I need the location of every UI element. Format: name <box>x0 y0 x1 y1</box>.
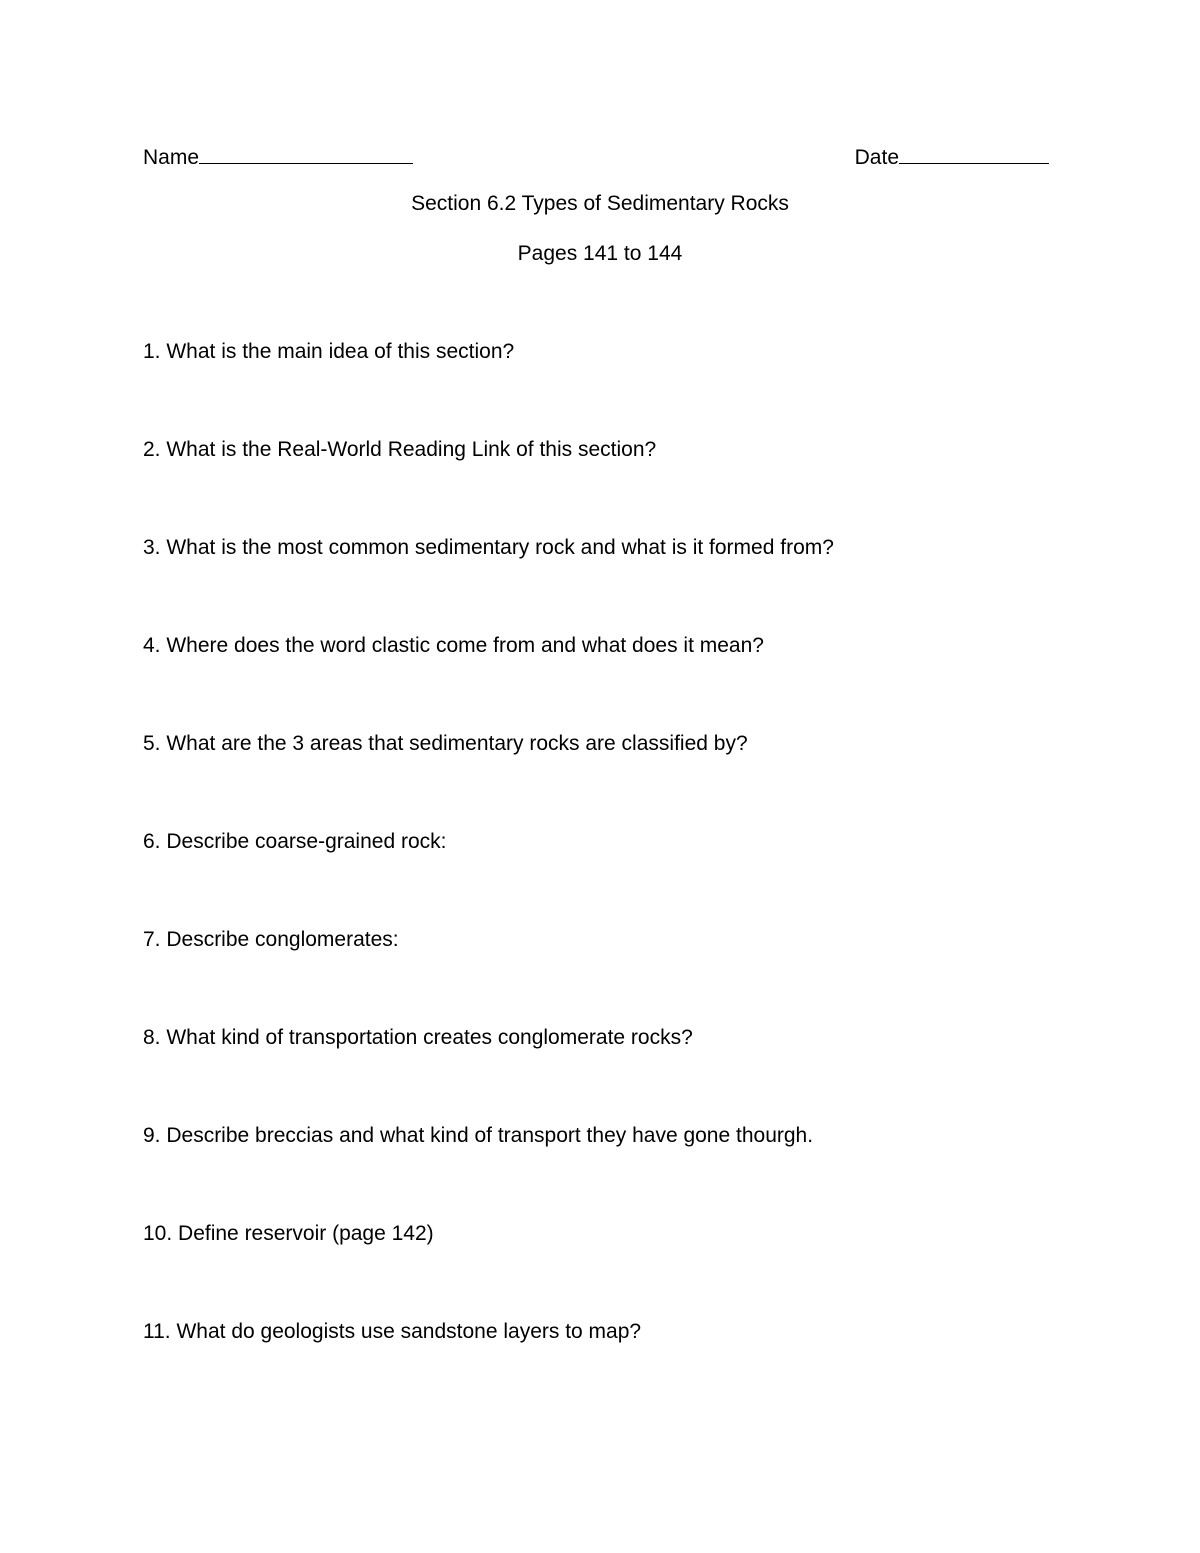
name-blank[interactable] <box>199 143 413 164</box>
name-label: Name <box>143 146 200 169</box>
name-field[interactable] <box>143 143 413 170</box>
question-item: 4. Where does the word clastic come from and what does it mean? <box>143 634 764 657</box>
question-item: 3. What is the most common sedimentary rock and what is it formed from? <box>143 536 834 559</box>
question-item: 2. What is the Real-World Reading Link of this section? <box>143 438 657 461</box>
pages-subtitle: Pages 141 to 144 <box>517 242 683 265</box>
section-title: Section 6.2 Types of Sedimentary Rocks <box>411 192 789 215</box>
date-label: Date <box>854 146 899 169</box>
question-item: 6. Describe coarse-grained rock: <box>143 830 447 853</box>
question-item: 9. Describe breccias and what kind of transport they have gone thourgh. <box>143 1124 814 1147</box>
question-item: 7. Describe conglomerates: <box>143 928 399 951</box>
date-field[interactable] <box>855 143 1049 170</box>
question-item: 5. What are the 3 areas that sedimentary rocks are classified by? <box>143 732 748 755</box>
question-item: 11. What do geologists use sandstone layers to map? <box>143 1320 642 1343</box>
question-item: 8. What kind of transportation creates conglomerate rocks? <box>143 1026 693 1049</box>
question-list <box>143 339 1143 1417</box>
question-item: 10. Define reservoir (page 142) <box>143 1222 434 1245</box>
question-item: 1. What is the main idea of this section? <box>143 340 515 363</box>
date-blank[interactable] <box>899 143 1049 164</box>
header-line <box>143 143 1049 173</box>
